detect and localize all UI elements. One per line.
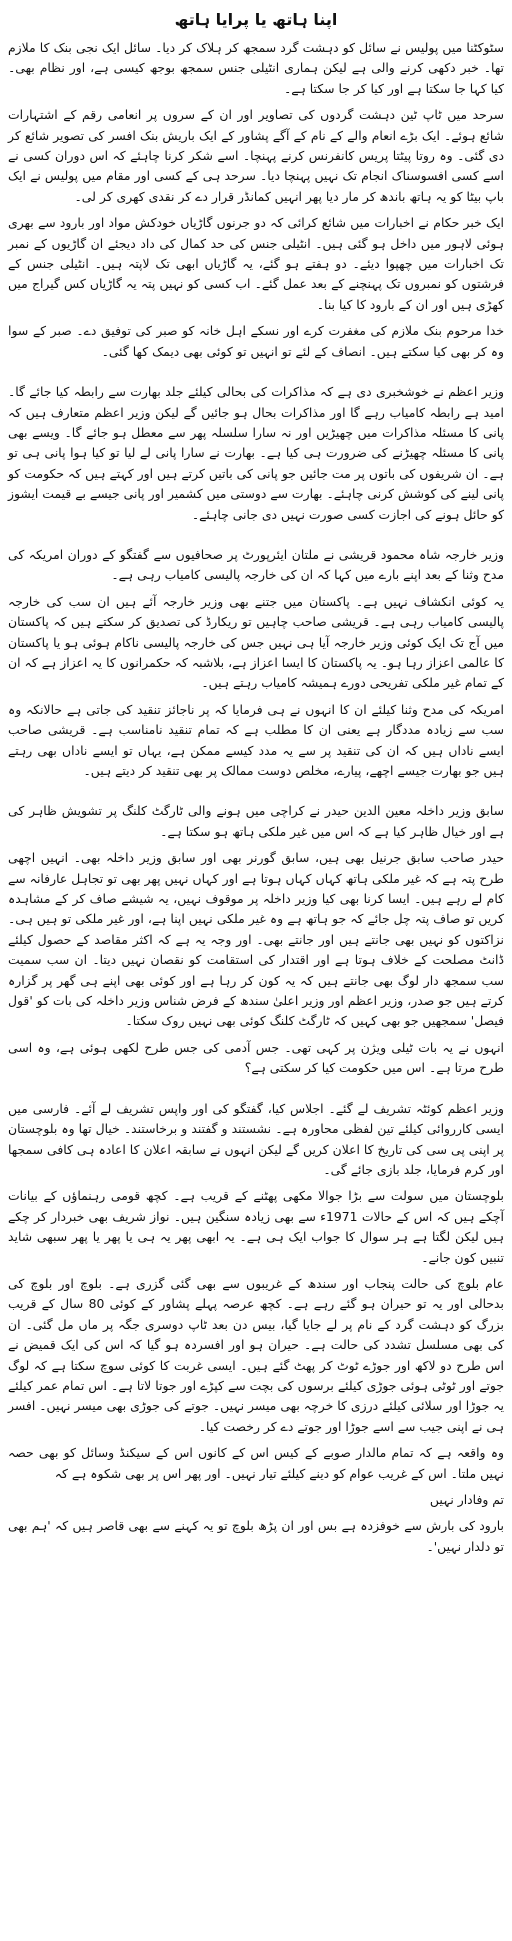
section-spacer <box>8 787 504 801</box>
section-spacer <box>8 368 504 382</box>
paragraph: خدا مرحوم بنک ملازم کی مغفرت کرے اور نسکے اہل خانہ کو صبر کی توفیق دے۔ صبر کے سوا وہ کر بھی کیا سکتے ہیں۔ انصاف کے لئے تو انہیں تو کوئی بھی دیمک کھا گئی۔ <box>8 323 504 359</box>
paragraph: ایک خبر حکام نے اخبارات میں شائع کرائی کہ دو جرنوں گاڑیاں خودکش مواد اور بارود سے بھری ہوئی لاہور میں داخل ہو گئی ہیں۔ انٹیلی جنس کی حد کمال کی داد دیجئے ان گاڑیوں کے نمبر تک اخبارات میں چھپوا دیئے۔ دو ہفتے ہو گئے، یہ گاڑیاں ابھی تک لاپتہ ہیں۔ انٹیلی جنس کے فرشتوں کو نمبروں تک پہنچنے کے بعد عمل گئے۔ اب کسی کو نہیں پتہ یہ گاڑیاں کس گیراج میں کھڑی ہیں اور ان کے بارود کا کیا بنا۔ <box>8 215 504 312</box>
paragraph: یہ کوئی انکشاف نہیں ہے۔ پاکستان میں جتنے بھی وزیر خارجہ آئے ہیں ان سب کی خارجہ پالیسی کامیاب رہی ہے۔ قریشی صاحب چاہیں تو ریکارڈ کی تصدیق کر سکتے ہیں کہ پاکستان میں آج تک ایک کوئی وزیر خارجہ آیا ہی نہیں جس کی خارجہ پالیسی ناکام ہوئی ہو یا پاکستان کا عالمی اعزاز رہا ہو۔ یہ پاکستان کا ایسا اعزاز ہے، بلاشبہ کہ حکمرانوں کا یہ اعزاز ہے کہ ان کے تمام غیر ملکی تفریحی دورے ہمیشہ کامیاب رہتے ہیں۔ <box>8 593 504 691</box>
paragraph: امریکہ کی مدح وثنا کیلئے ان کا انہوں نے ہی فرمایا کہ پر ناجائز تنقید کی جاتی ہے حالانکہ وہ سب سے زیادہ مددگار ہے یعنی ان کا مطلب ہے کہ تمام تنقید نامناسب ہے۔ قریشی صاحب ایسے ناداں ہیں کہ ان کی تنقید پر سے یہ مدد کیسے ممکن ہے، یہاں تو ایسے ناداں بھی رہتے ہیں جو بھارت جیسے اچھے، پیارے، مخلص دوست ممالک پر بھی تنقید کر دیتے ہیں۔ <box>8 701 504 778</box>
article-body <box>8 38 504 1557</box>
article-title: اپنا ہاتھ یا پرایا ہاتھ <box>174 10 338 29</box>
paragraph: بلوچستان میں سولت سے بڑا جوالا مکھی پھٹنے کے قریب ہے۔ کچھ قومی رہنماؤں کے بیانات آچکے ہیں کہ اس کے حالات 1971ء سے بھی زیادہ سنگین ہیں۔ نواز شریف بھی خبردار کر چکے ہیں لیکن لگتا ہے ہر سوال کا جواب ایک ہی ہے۔ یہ ابھی پھر یہ ہی یا پھر یا پھر سبھی شاید تنبیں کون جانے۔ <box>8 1188 504 1265</box>
section-spacer <box>8 1085 504 1099</box>
article-section <box>8 382 504 525</box>
paragraph: انہوں نے یہ بات ٹیلی ویژن پر کہی تھی۔ جس آدمی کی جس طرح لکھی ہوئی ہے، وہ اسی طرح مرتا ہے۔ اس میں حکومت کیا کر سکتی ہے؟ <box>8 1039 504 1076</box>
article-section <box>8 1099 504 1558</box>
paragraph: بارود کی بارش سے خوفزدہ ہے بس اور ان پڑھ بلوچ تو یہ کہنے سے بھی قاصر ہیں کہ 'ہم بھی تو دلدار نہیں'۔ <box>8 1518 504 1554</box>
paragraph: وزیر اعظم کوئٹہ تشریف لے گئے۔ اجلاس کیا، گفتگو کی اور واپس تشریف لے آئے۔ فارسی میں ایسی کارروائی کیلئے تین لفظی محاورہ ہے۔ نشستند و گفتند و برخاستند۔ خیال تھا وہ بلوچستان پر اپنی پی سی کی تاریخ کا اعلان کریں گے لیکن انہوں نے سابقہ اعلان کا اعادہ ہی کافی سمجھا اور کرم فرمایا، جلد بازی جائے گی۔ <box>8 1100 504 1177</box>
article-section <box>8 801 504 1078</box>
section-spacer <box>8 531 504 545</box>
article-section <box>8 545 504 781</box>
paragraph: عام بلوچ کی حالت پنجاب اور سندھ کے غریبوں سے بھی گئی گزری ہے۔ بلوچ اور بلوچ کی بدحالی اور یہ تو حیران ہو گئے رہے ہے۔ کچھ عرصہ پہلے پشاور کے کوئی 80 سال کے قریب بزرگ کو دہشت گرد کے نام پر لے جایا گیا، بیس دن بعد ٹاپ دوسری جگہ پر ماں مل گئی۔ ان کی بھی مسلسل تشدد کی حالت ہے۔ حیران ہو اور افسردہ ہو گیا کہ اس کی ایک قمیض نے اس طرح دو لاکھ اور جوڑے ٹوٹ کر پھٹ گئے ہیں۔ ایسی غربت کا کوئی سوچ سکتا ہے کہ لوگ جوتے اور ٹوٹی ہوئی جوڑی کیلئے برسوں کی بچت سے کپڑے اور جوتا لاتا ہے۔ اس تمام عمر کیلئے یہ جوڑا اور سلائی کیلئے درزی کا خرچہ بھی میسر نہیں۔ جوتے کی جوڑی بھی میسر نہیں۔ افسر ہی نے اپنی جیب سے اسے جوڑا اور جوتے دے کر رخصت کیا۔ <box>8 1275 504 1434</box>
paragraph: سابق وزیر داخلہ معین الدین حیدر نے کراچی میں ہونے والی ٹارگٹ کلنگ پر تشویش ظاہر کی ہے اور خیال ظاہر کیا ہے کہ اس میں غیر ملکی ہاتھ ہو سکتا ہے۔ <box>8 803 504 839</box>
paragraph: وزیر اعظم نے خوشخبری دی ہے کہ مذاکرات کی بحالی کیلئے جلد بھارت سے رابطہ کیا جائے گا۔ امید ہے رابطہ کامیاب رہے گا اور مذاکرات بحال ہو جائیں گے لیکن وزیر اعظم متعارف ہیں کہ پانی کا مسئلہ مذاکرات میں چھیڑیں اور نہ سارا سلسلہ پھر سے معطل ہو جائے گا۔ ویسے بھی پانی کا مسئلہ چھیڑنے کی ضرورت ہی کیا ہے۔ بھارت نے سارا پانی لے لیا تو کیا ہوا پانی ہی تو ہے۔ ان شریفوں کی باتوں پر مت جائیں جو پانی کی باتیں کرتے ہیں اور کہتے ہیں کہ حکومت کو پانی لینے کی کوشش کرنی چاہئے۔ بھارت سے دوستی میں کشمیر اور پانی جیسے بے قیمت ایشوز کو حائل ہونے کی اجازت کسی صورت نہیں دی جانی چاہئے۔ <box>8 384 504 522</box>
paragraph: حیدر صاحب سابق جرنیل بھی ہیں، سابق گورنر بھی اور سابق وزیر داخلہ بھی۔ انہیں اچھی طرح پتہ ہے کہ غیر ملکی ہاتھ کہاں کہاں ہوتا ہے اور کہاں نہیں پھر بھی تو تجاہل عارفانہ سے کام لے رہے ہیں۔ ایسا کرنا بھی کیا وزیر داخلہ پر موقوف نہیں، یہ شیشے صاف کر کے مشاہدہ کریں تو صاف پتہ چل جائے کہ جو ہاتھ ہے وہ غیر ملکی نہیں اپنا ہے، اور غیر ملکی تو ہیں ہی۔ نزاکتوں کو نہیں بھی جانتے ہیں اور جانتے بھی۔ اور وجہ یہ ہے کہ اکثر مقاصد کے حصول کیلئے ڈانٹ مصلحت کے خلاف ہوتا ہے اور اقتدار کی استقامت کو نقصان نہیں دیتا۔ ان سب سمیت سب سمجھ دار لوگ بھی جانتے ہیں کہ یہ کون کر رہا ہے اور کوئی بھی اپنے ہی گھر پر گزارہ کرتے ہیں جو صدر، وزیر اعظم اور وزیر اعلیٰ سندھ کے فرض شناس وزیر داخلہ کی بات کو 'قول فیصل' سمجھیں جو بھی کہیں کہ ٹارگٹ کلنگ کوئی بھی نہیں روک سکتا۔ <box>8 850 504 1029</box>
paragraph: وہ واقعہ ہے کہ تمام مالدار صوبے کے کیس اس کے کانوں اس کے سیکنڈ وسائل کو بھی حصہ نہیں ملتا۔ اس کے غریب عوام کو دینے کیلئے تیار نہیں۔ اور پھر اس پر بھی شکوہ ہے کہ <box>8 1445 504 1481</box>
article-section <box>8 38 504 362</box>
paragraph: سٹوکٹنا میں پولیس نے سائل کو دہشت گرد سمجھ کر ہلاک کر دیا۔ سائل ایک نجی بنک کا ملازم تھا۔ خبر دکھی کرنے والی ہے لیکن ہماری انٹیلی جنس سمجھ بوجھ کیسی ہے، اور نظام بھی۔ کیا کہا جا سکتا ہے اور کیا کر جا سکتا ہے۔ <box>8 40 504 96</box>
paragraph: سرحد میں ٹاپ ٹین دہشت گردوں کی تصاویر اور ان کے سروں پر انعامی رقم کے اشتہارات شائع ہوئے۔ ایک بڑے انعام والے کے نام کے آگے پشاور کے ایک باریش بنک افسر کی تصویر شائع کر دی گئی۔ وہ روتا پیٹتا پریس کانفرنس کرنے پہنچا۔ اسے شکر کرنا چاہئے کہ اس دوران کسی نے اسے کسی افسوسناک انجام تک نہیں پہنچا دیا۔ سرحد ہی کے کسی اور مقام میں پولیس نے ایک باپ بیٹا کو یہ ہاتھ باندھ کر مار دیا پھر انہیں کمانڈر قرار دے کر نقدی کھری کر لی۔ <box>8 107 504 204</box>
paragraph: وزیر خارجہ شاہ محمود قریشی نے ملتان ایئرپورٹ پر صحافیوں سے گفتگو کے دوران امریکہ کی مدح وثنا کے بعد اپنے بارے میں کہا کہ ان کی خارجہ پالیسی کامیاب رہی ہے۔ <box>8 546 504 583</box>
paragraph: تم وفادار نہیں <box>429 1492 504 1507</box>
